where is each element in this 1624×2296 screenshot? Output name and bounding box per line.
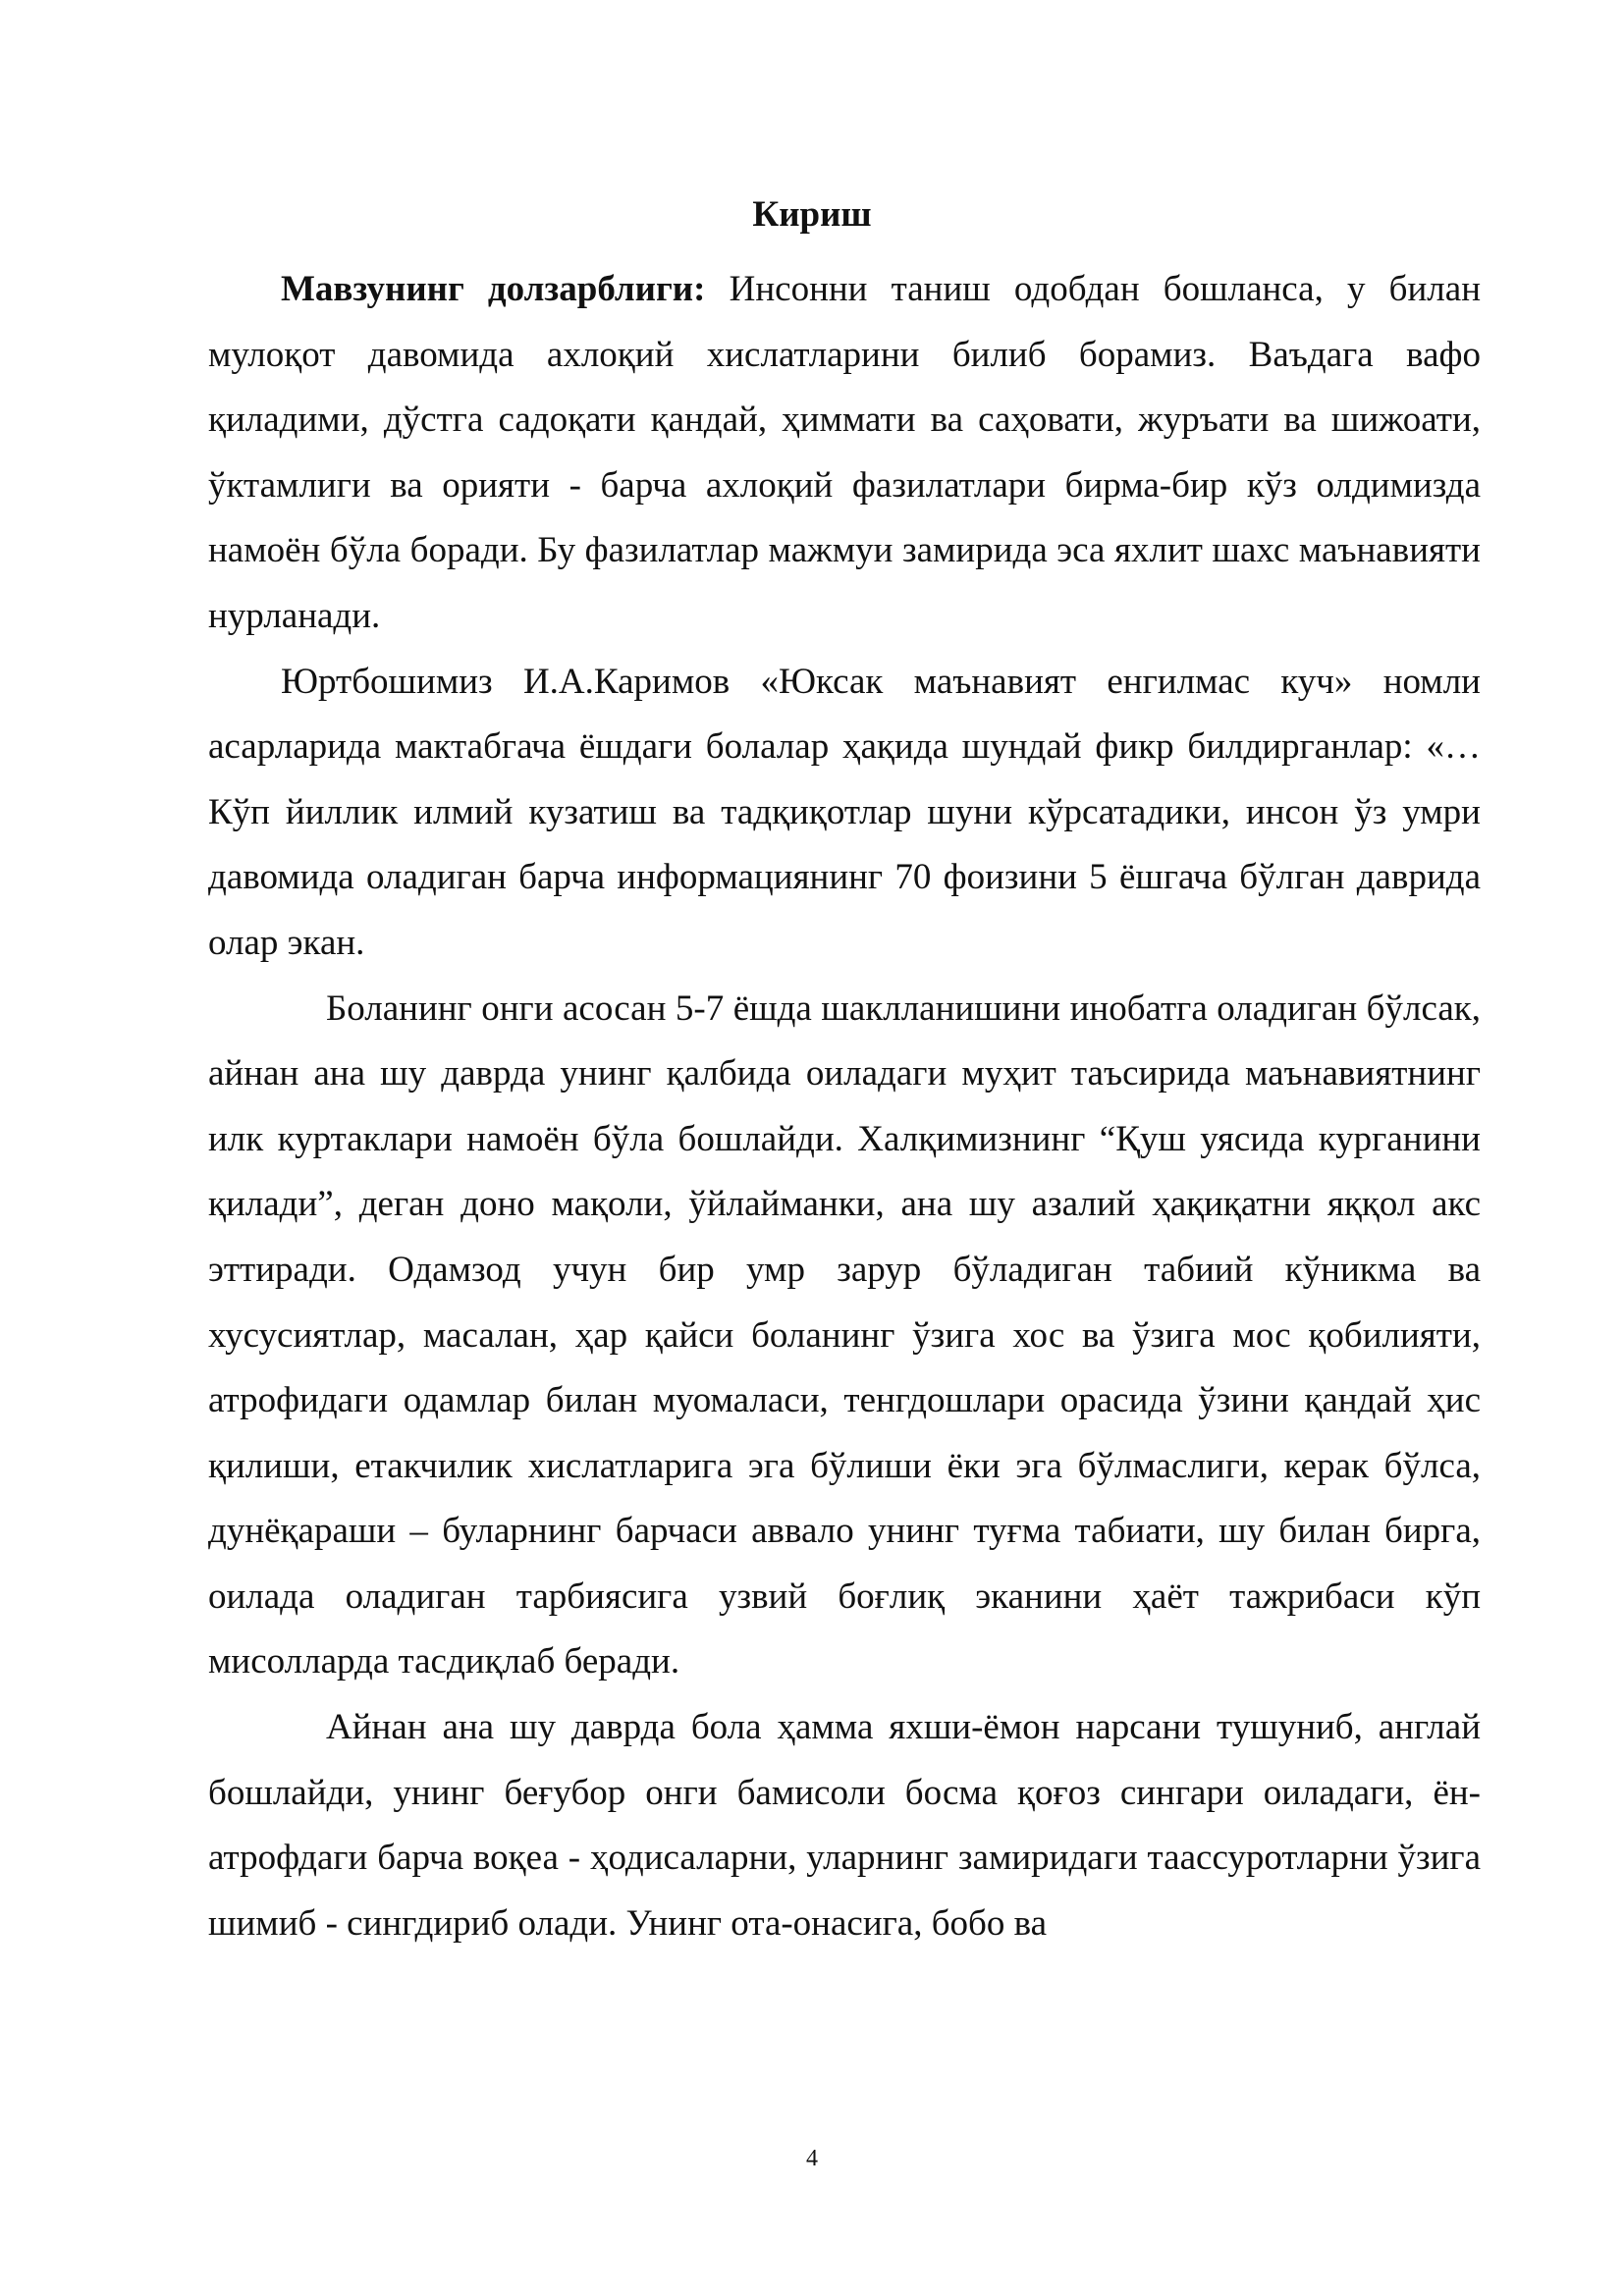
paragraph-text-relevance: Инсонни таниш одобдан бошланса, у билан мулоқот давомида ахлоқий хислатларини билиб борамиз. Ваъдага вафо қиладими, дўстга садоқати қандай, ҳиммати ва саҳовати, журъати ва шижоати, ўктамлиги ва орияти - барча ахлоқий фазилатлари бирма-бир кўз олдимизда намоён бўла боради. Бу фазилатлар мажмуи замирида эса яхлит шахс маънавияти нурланади. bbox=[208, 269, 1481, 636]
paragraph-relevance bbox=[208, 257, 1481, 650]
document-title: Кириш bbox=[752, 194, 872, 235]
paragraph-child-consciousness: Боланинг онги асосан 5-7 ёшда шаклланишини инобатга оладиган бўлсак, айнан ана шу даврда унинг қалбида оиладаги муҳит таъсирида маънавиятнинг илк куртаклари намоён бўла бошлайди. Халқимизнинг “Қуш уясида курганини қилади”, деган доно мақоли, ўйлайманки, ана шу азалий ҳақиқатни яққол акс эттиради. Одамзод учун бир умр зарур бўладиган табиий кўникма ва хусусиятлар, масалан, ҳар қайси боланинг ўзига хос ва ўзига мос қобилияти, атрофидаги одамлар билан муомаласи, тенгдошлари орасида ўзини қандай ҳис қилиши, етакчилик хислатларига эга бўлиши ёки эга бўлмаслиги, керак бўлса, дунёқараши – буларнинг барчаси аввало унинг туғма табиати, шу билан бирга, оилада оладиган тарбиясига узвий боғлиқ эканини ҳаёт тажрибаси кўп мисолларда тасдиқлаб беради. bbox=[208, 988, 1481, 1682]
paragraph-early-period: Айнан ана шу даврда бола ҳамма яхши-ёмон нарсани тушуниб, англай бошлайди, унинг беғубор онги бамисоли босма қоғоз сингари оиладаги, ён-атрофдаги барча воқеа - ҳодисаларни, уларнинг замиридаги таассуротларни ўзига шимиб - сингдириб олади. Унинг ота-онасига, бобо ва bbox=[208, 1707, 1481, 1944]
page-number: 4 bbox=[806, 2146, 818, 2171]
document-body bbox=[208, 257, 1481, 1956]
paragraph-lead-relevance: Мавзунинг долзарблиги: bbox=[281, 269, 706, 309]
paragraph-president-quote: Юртбошимиз И.А.Каримов «Юксак маънавият енгилмас куч» номли асарларида мактабгача ёшдаги болалар ҳақида шундай фикр билдирганлар: «…Кўп йиллик илмий кузатиш ва тадқиқотлар шуни кўрсатадики, инсон ўз умри давомида оладиган барча информациянинг 70 фоизини 5 ёшгача бўлган даврида олар экан. bbox=[208, 661, 1481, 963]
